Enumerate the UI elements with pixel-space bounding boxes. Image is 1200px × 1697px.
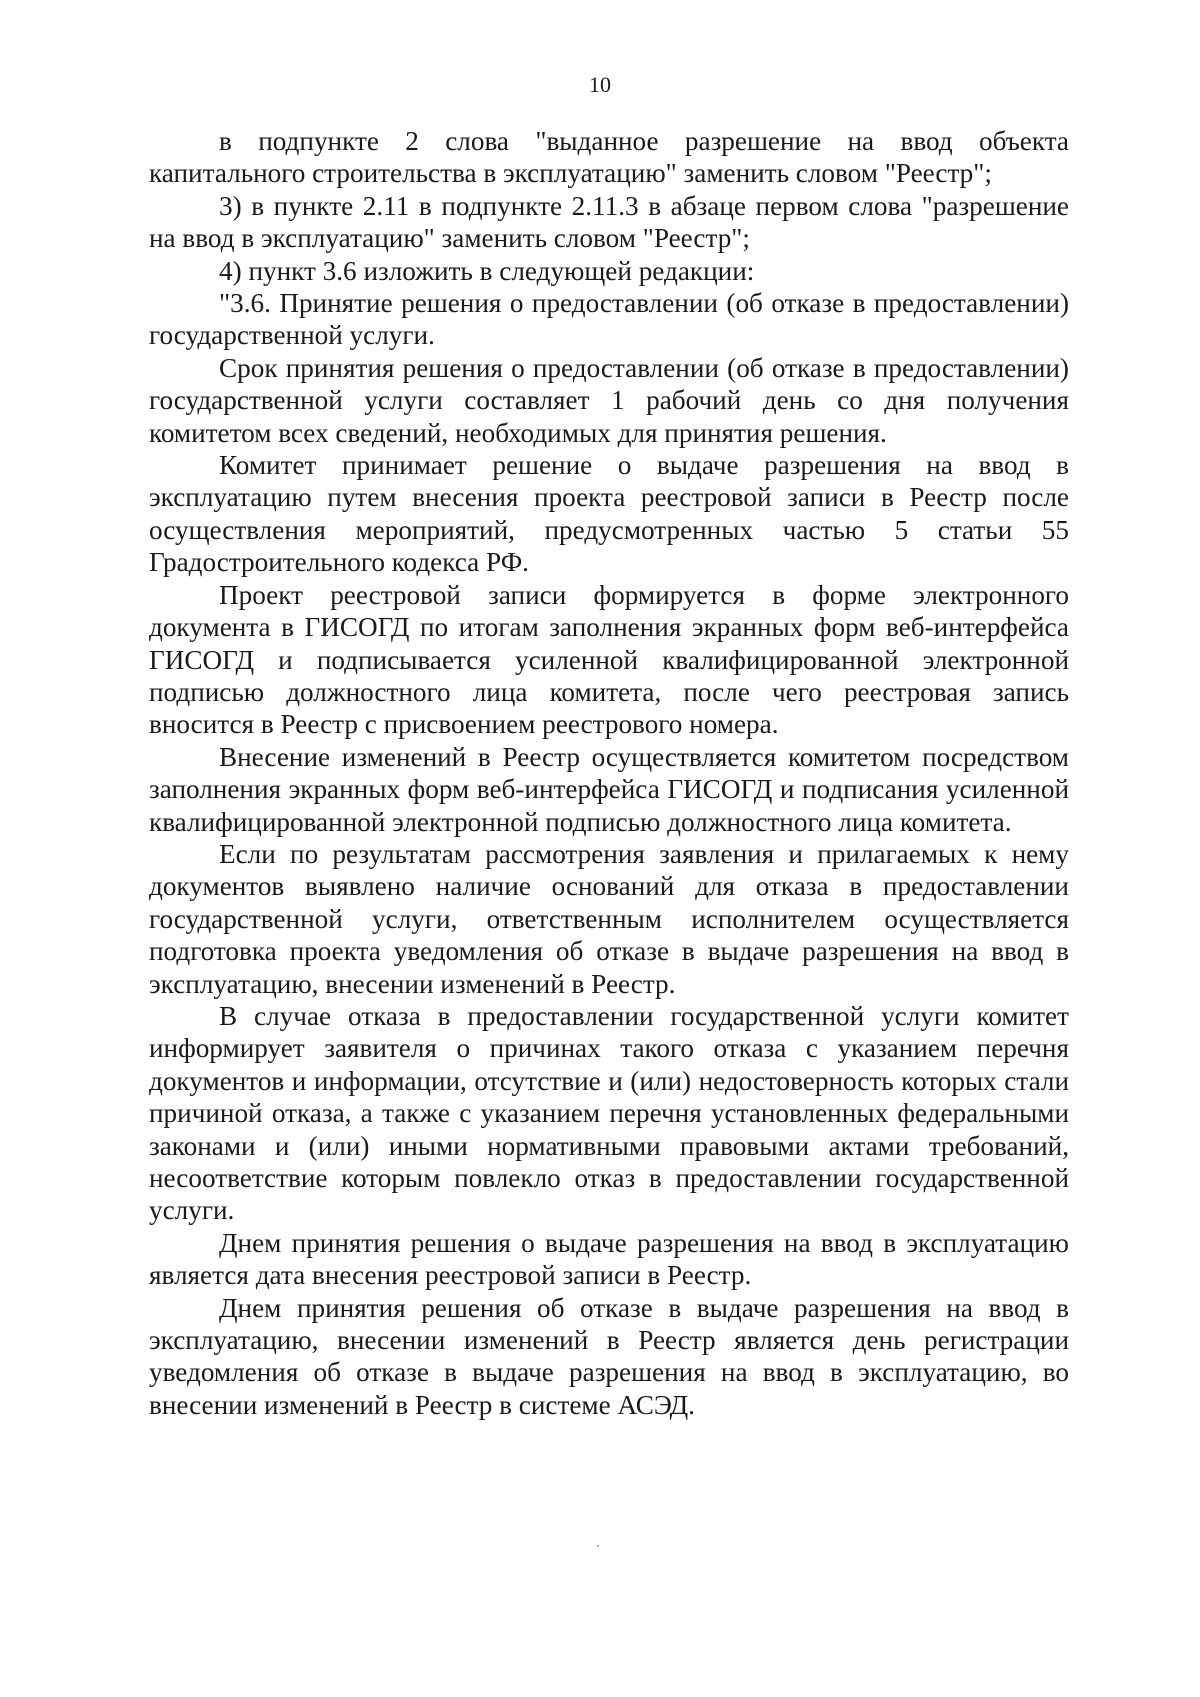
paragraph: 4) пункт 3.6 изложить в следующей редакции:	[219, 255, 755, 286]
paragraph: Внесение изменений в Реестр осуществляется комитетом посредством заполнения экранных форм веб-интерфейса ГИСОГД и подписания усиленной квалифицированной электронной подписью должностного лица комитета.	[149, 741, 1069, 837]
paragraph: Если по результатам рассмотрения заявления и прилагаемых к нему документов выявлено наличие оснований для отказа в предоставлении государственной услуги, ответственным исполнителем осуществляется подготовка проекта уведомления об отказе в выдаче разрешения на ввод в эксплуатацию, внесении изменений в Реестр.	[149, 838, 1069, 999]
paragraph: Днем принятия решения об отказе в выдаче разрешения на ввод в эксплуатацию, внесении изменений в Реестр является день регистрации уведомления об отказе в выдаче разрешения на ввод в эксплуатацию, во внесении изменений в Реестр в системе АСЭД.	[149, 1292, 1069, 1420]
paragraph: Срок принятия решения о предоставлении (об отказе в предоставлении) государственной услуги составляет 1 рабочий день со дня получения комитетом всех сведений, необходимых для принятия решения.	[149, 352, 1069, 448]
paragraph: Днем принятия решения о выдаче разрешения на ввод в эксплуатацию является дата внесения реестровой записи в Реестр.	[149, 1227, 1069, 1291]
paragraph: в подпункте 2 слова "выданное разрешение на ввод объекта капитального строительства в эксплуатацию" заменить словом "Реестр";	[149, 126, 1069, 189]
paragraph: Комитет принимает решение о выдаче разрешения на ввод в эксплуатацию путем внесения проекта реестровой записи в Реестр после осуществления мероприятий, предусмотренных частью 5 статьи 55 Градостроительного кодекса РФ.	[149, 450, 1069, 578]
page-number: 10	[589, 72, 611, 97]
paragraph: 3) в пункте 2.11 в подпункте 2.11.3 в абзаце первом слова "разрешение на ввод в эксплуатацию" заменить словом "Реестр";	[149, 190, 1069, 254]
document-body	[149, 125, 1069, 1421]
paragraph: "3.6. Принятие решения о предоставлении (об отказе в предоставлении) государственной услуги.	[149, 288, 1069, 351]
scan-speck	[597, 1545, 599, 1547]
paragraph: В случае отказа в предоставлении государственной услуги комитет информирует заявителя о причинах такого отказа с указанием перечня документов и информации, отсутствие и (или) недостоверность которых стали причиной отказа, а также с указанием перечня установленных федеральными законами и (или) иными нормативными правовыми актами требований, несоответствие которым повлекло отказ в предоставлении государственной услуги.	[149, 1000, 1069, 1226]
paragraph: Проект реестровой записи формируется в форме электронного документа в ГИСОГД по итогам заполнения экранных форм веб-интерфейса ГИСОГД и подписывается усиленной квалифицированной электронной подписью должностного лица комитета, после чего реестровая запись вносится в Реестр с присвоением реестрового номера.	[149, 579, 1069, 740]
